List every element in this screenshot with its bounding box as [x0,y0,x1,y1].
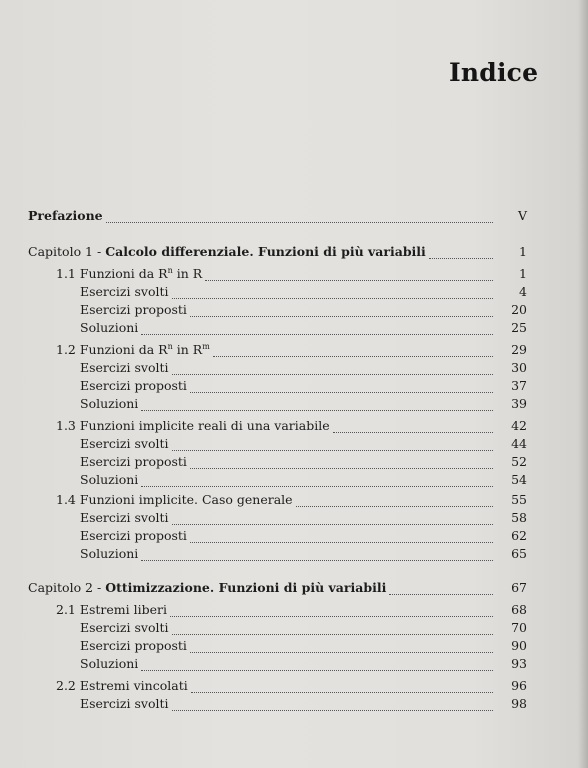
dot-leader [389,580,493,595]
entry-text: 1.1 Funzioni da R [56,266,168,281]
page-number: 37 [511,378,527,393]
dot-leader [170,602,493,617]
entry-text-suffix: in R [172,342,203,357]
page-number: 25 [511,320,527,335]
toc-subsection-entry [80,472,527,490]
dot-leader [172,436,494,451]
toc-entry-label [80,360,172,376]
toc-entry-label [80,302,190,318]
entry-text: Esercizi svolti [80,510,169,525]
toc-subsection-entry [80,378,527,396]
entry-text: Esercizi proposti [80,378,187,393]
page-number: 67 [511,580,527,595]
page-title: Indice [449,58,539,87]
toc-entry-label [80,528,190,544]
entry-text: Esercizi svolti [80,284,169,299]
dot-leader [190,528,493,543]
toc-subsection-entry [80,546,527,564]
entry-text: Esercizi proposti [80,454,187,469]
page-number: 52 [511,454,527,469]
page-number: 62 [511,528,527,543]
dot-leader [141,546,493,561]
superscript: n [167,341,173,351]
toc-entry-label [56,342,213,358]
dot-leader [190,378,493,393]
toc-entry-label [80,436,172,452]
toc-subsection-entry [80,302,527,320]
toc-subsection-entry [80,656,527,674]
page-number: 65 [511,546,527,561]
toc-subsection-entry [80,396,527,414]
dot-leader [172,510,494,525]
entry-text: Esercizi proposti [80,638,187,653]
toc-entry-label [80,638,190,654]
page-number: 4 [519,284,527,299]
toc-entry-label [80,396,141,412]
toc-subsection-entry [80,620,527,638]
page-number: 29 [511,342,527,357]
page-number: V [517,208,527,223]
toc-entry-label [56,678,191,694]
dot-leader [141,472,493,487]
toc-entry-label [80,620,172,636]
page-number: 98 [511,696,527,711]
toc-entry-label [28,208,106,224]
chapter-title: Ottimizzazione. Funzioni di più variabili [105,580,387,595]
toc-subsection-entry [80,454,527,472]
entry-text: 1.3 Funzioni implicite reali di una variabile [56,418,330,433]
page-number: 20 [511,302,527,317]
dot-leader [172,284,494,299]
entry-text: Esercizi svolti [80,436,169,451]
page-number: 55 [511,492,527,507]
toc-subsection-entry [80,320,527,338]
page-number: 30 [511,360,527,375]
toc-entry-label [56,492,296,508]
toc-entry-label [56,418,333,434]
toc-subsection-entry [80,284,527,302]
toc-subsection-entry [80,696,527,714]
page-number: 90 [511,638,527,653]
entry-text: Soluzioni [80,546,139,561]
toc-chapter-entry [28,208,527,226]
page-number: 42 [511,418,527,433]
dot-leader [190,454,493,469]
toc-section-entry [56,342,527,360]
toc-section-entry [56,602,527,620]
chapter-title: Prefazione [28,208,103,223]
toc-entry-label [80,656,141,672]
entry-text: 2.2 Estremi vincolati [56,678,188,693]
entry-text: Soluzioni [80,472,139,487]
toc-entry-label [28,244,429,260]
page-number: 54 [511,472,527,487]
toc-subsection-entry [80,638,527,656]
toc-entry-label [56,602,170,618]
toc-entry-label [80,472,141,488]
dot-leader [333,418,493,433]
toc-entry-label [80,696,172,712]
page-number: 58 [511,510,527,525]
page-number: 96 [511,678,527,693]
toc-section-entry [56,492,527,510]
page-number: 68 [511,602,527,617]
entry-text: 1.2 Funzioni da R [56,342,168,357]
page-number: 1 [519,244,527,259]
entry-text: Esercizi svolti [80,696,169,711]
page-number: 44 [511,436,527,451]
toc-entry-label [80,320,141,336]
entry-text: 1.4 Funzioni implicite. Caso generale [56,492,293,507]
toc-subsection-entry [80,360,527,378]
dot-leader [172,696,494,711]
entry-text: Esercizi svolti [80,360,169,375]
page-number: 70 [511,620,527,635]
entry-text: Soluzioni [80,396,139,411]
toc-subsection-entry [80,510,527,528]
dot-leader [296,492,493,507]
toc-entry-label [28,580,389,596]
dot-leader [141,320,493,335]
toc-subsection-entry [80,436,527,454]
toc-entry-label [80,284,172,300]
toc-entry-label [80,546,141,562]
dot-leader [172,360,494,375]
page-number: 1 [519,266,527,281]
toc-subsection-entry [80,528,527,546]
entry-text: Soluzioni [80,656,139,671]
dot-leader [141,656,493,671]
toc-section-entry [56,418,527,436]
entry-text-suffix: in R [172,266,203,281]
dot-leader [172,620,494,635]
toc-chapter-entry [28,580,527,598]
dot-leader [106,208,493,223]
toc-section-entry [56,678,527,696]
dot-leader [190,302,493,317]
page-number: 39 [511,396,527,411]
dot-leader [190,638,493,653]
entry-text: Esercizi proposti [80,528,187,543]
chapter-prefix: Capitolo 2 - [28,580,106,595]
entry-text: Esercizi svolti [80,620,169,635]
toc-chapter-entry [28,244,527,262]
toc-entry-label [56,266,205,282]
toc-section-entry [56,266,527,284]
dot-leader [429,244,493,259]
superscript: n [167,265,173,275]
page-edge-shadow [578,0,588,768]
page-number: 93 [511,656,527,671]
superscript: m [202,341,210,351]
chapter-prefix: Capitolo 1 - [28,244,106,259]
dot-leader [141,396,493,411]
entry-text: 2.1 Estremi liberi [56,602,167,617]
entry-text: Esercizi proposti [80,302,187,317]
dot-leader [205,266,493,281]
dot-leader [213,342,493,357]
toc-entry-label [80,510,172,526]
entry-text: Soluzioni [80,320,139,335]
toc-entry-label [80,378,190,394]
chapter-title: Calcolo differenziale. Funzioni di più variabili [105,244,426,259]
toc-entry-label [80,454,190,470]
dot-leader [191,678,493,693]
